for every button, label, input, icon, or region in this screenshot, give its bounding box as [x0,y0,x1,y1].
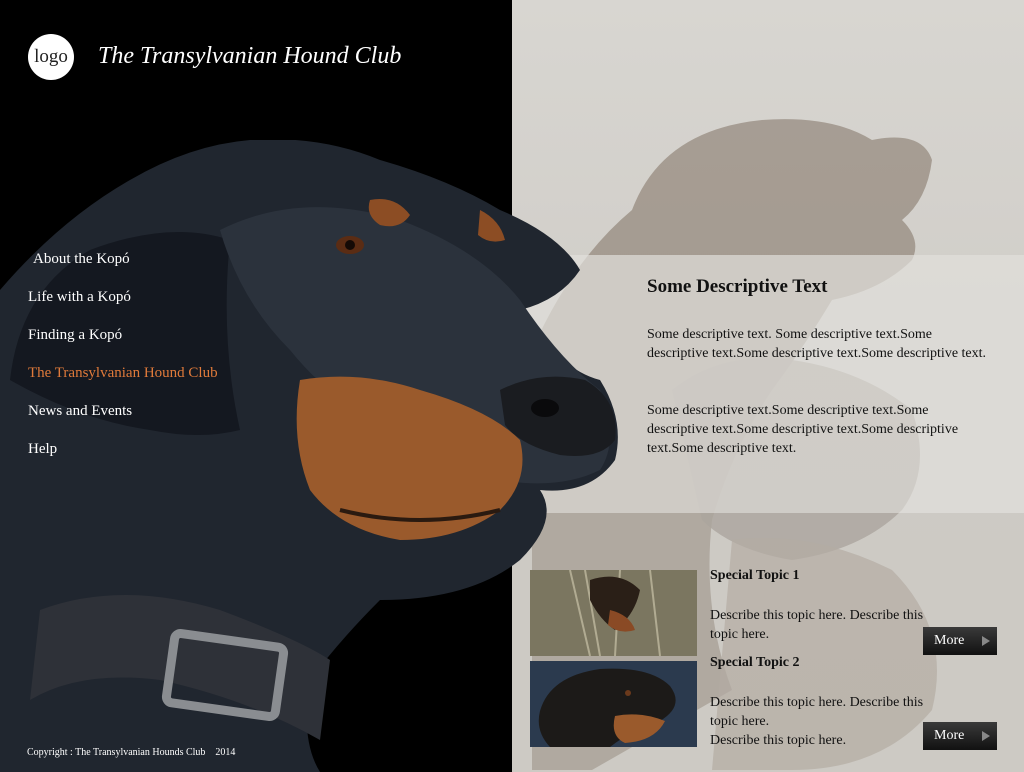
topic-1-title: Special Topic 1 [710,568,800,583]
logo[interactable]: logo [28,34,74,80]
topic-1-text: Describe this topic here. Describe this topic here. [710,608,924,642]
site-title: The Transylvanian Hound Club [98,43,402,69]
topic-1-thumbnail[interactable] [530,570,697,656]
play-arrow-icon [982,731,990,741]
more-label: More [934,728,965,743]
section-heading: Some Descriptive Text [647,276,828,297]
nav-item-about[interactable]: About the Kopó [33,251,130,267]
nav-item-finding-kopo[interactable]: Finding a Kopó [28,327,123,343]
description-paragraph-1: Some descriptive text. Some descriptive text.Some descriptive text.Some descriptive text.Some descriptive text. [647,327,987,361]
nav-item-life-with-kopo[interactable]: Life with a Kopó [28,289,131,305]
topic-1-more-button[interactable] [923,627,997,655]
nav-item-news-events[interactable]: News and Events [28,403,133,419]
topic-2-more-button[interactable] [923,722,997,750]
topic-2-text: Describe this topic here. Describe this topic here. Describe this topic here. [710,695,924,748]
play-arrow-icon [982,636,990,646]
topic-2-thumbnail[interactable] [530,661,697,747]
description-paragraph-2: Some descriptive text.Some descriptive text.Some descriptive text.Some descriptive text.Some descriptive text.Some descriptive text. [647,403,959,456]
nav-item-help[interactable]: Help [28,441,58,457]
main-nav [28,249,218,477]
more-label: More [934,633,965,648]
nav-item-club[interactable]: The Transylvanian Hound Club [28,365,218,381]
copyright: Copyright : The Transylvanian Hounds Club 2014 [27,747,236,758]
topic-2-title: Special Topic 2 [710,655,800,670]
